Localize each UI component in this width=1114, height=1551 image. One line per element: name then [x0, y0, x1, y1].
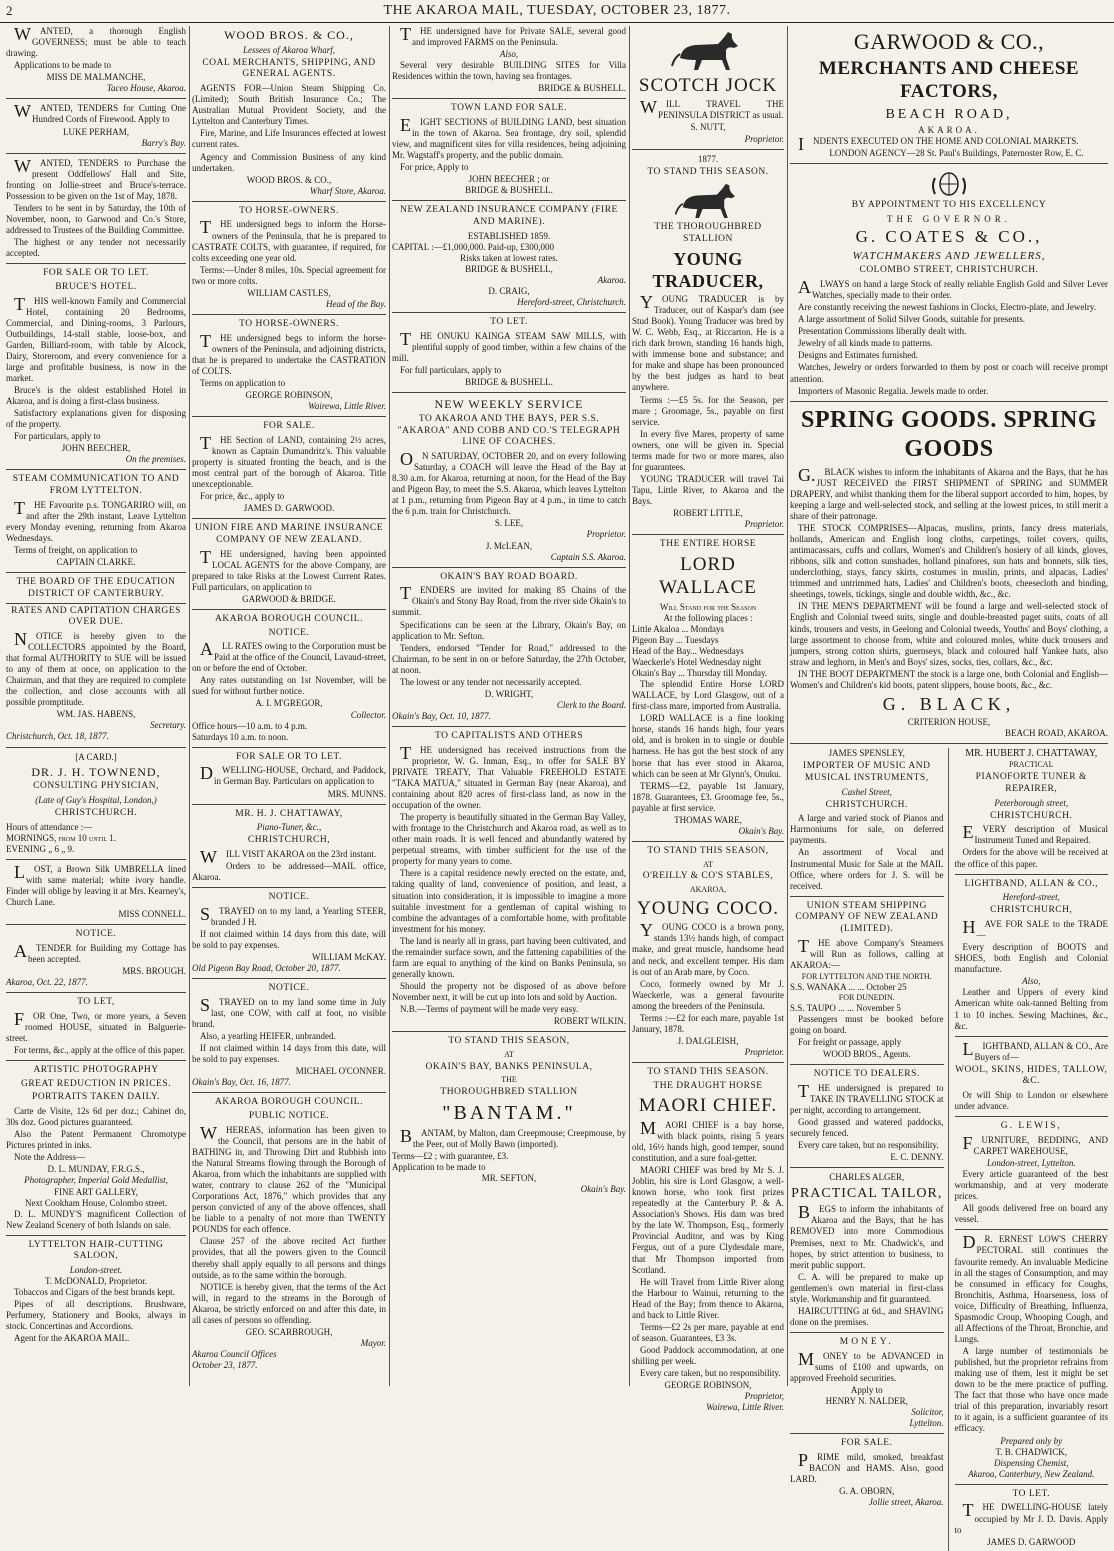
ad-money: MONEY. MONEY to be ADVANCED in sums of £100 and upwards, on approved Freehold securities. Apply to HENRY N. NALDER, Solicitor, Lyttelton. [790, 1337, 944, 1429]
ad-steam-communication: STEAM COMMUNICATION TO AND FROM LYTTELTON. THE Favourite p.s. TONGARIRO will, on and after the 29th instant, Leave Lyttelton every Monday evening, returning from Akaroa Wednesdays. Terms of freight, on application to CAPTAIN CLARKE. [6, 474, 186, 568]
divider [6, 153, 186, 154]
divider [955, 1036, 1109, 1037]
divider [192, 416, 386, 417]
ad-union-steam: UNION STEAM SHIPPING COMPANY OF NEW ZEALAND (LIMITED). THE above Company's Steamers will Run as follows, calling at AKAROA:— FOR LYTTELTON AND THE NORTH. S.S. WANAKA ... ... October 25 FOR DUNEDIN. S.S. TAUPO ... ... November 5 Passengers must be booked before going on board. For freight or passage, apply WOOD BROS., Agents. [790, 900, 944, 1059]
masthead [0, 0, 1114, 23]
ad-charles-alger: CHARLES ALGER, PRACTICAL TAILOR, BEGS to inform the inhabitants of Akaroa and the Bays, that he has REMOVED into more Commodious Premises, next to Mr. Chadwick's, and hopes, by strict attention to business, to merit public support. C. A. will be prepared to make up gentlemen's own material in first-class style. Workmanship and fit guaranteed. HAIRCUTTING at 6d., and SHAVING done on the premises. [790, 1172, 944, 1327]
divider [392, 392, 626, 393]
divider [392, 726, 626, 727]
ad-robinson-horse-owners: TO HORSE-OWNERS. THE undersigned begs to inform the horse-owners of the Peninsula, and adjoining districts, that he is prepared to undertake the CASTRATION of COLTS. Terms on application to GEORGE ROBINSON, Wairewa, Little River. [192, 318, 386, 411]
divider [6, 992, 186, 993]
ad-lightband-boots: LIGHTBAND, ALLAN & CO., Hereford-street, CHRISTCHURCH, HAVE FOR SALE to the TRADE— Every description of BOOTS and SHOES, both English and Colonial manufacture. Also, Leather and Uppers of every kind American white oak-tanned Belting from 1 to 10 inches. Sewing Machines, &c., &c. [954, 878, 1108, 1031]
column-5 [790, 26, 1108, 1547]
divider [192, 747, 386, 748]
ad-oddfellows-hall: WANTED, TENDERS to Purchase the present Oddfellows' Hall and Site, fronting on Jollie-street and Bruce's-terrace. Possession to be given on the 1st of May, 1878. Tenders to be sent in by Saturday, the 10th of November, noon, to Garwood and Co.'s Store, addressed to Trustees of the Building Committee. The highest or any tender not necessarily accepted. [6, 155, 186, 259]
divider [6, 859, 186, 860]
divider [6, 98, 186, 99]
column-1 [6, 26, 186, 1386]
horse-icon [668, 28, 748, 72]
divider [6, 924, 186, 925]
ad-hair-cutting-saloon: LYTTELTON HAIR-CUTTING SALOON, London-street. T. McDONALD, Proprietor. Tobaccos and Cigars of the best brands kept. Pipes of all descriptions. Brushware, Perfumery, Stationery and Books, always in stock. Concertinas and Accordions. Agent for the AKAROA MAIL. [6, 1239, 186, 1344]
ad-munns-dwelling: FOR SALE OR TO LET. DWELLING-HOUSE, Orchard, and Paddock, in German Bay. Particulars on application to MRS. MUNNS. [200, 751, 386, 799]
divider [192, 518, 386, 519]
divider [192, 887, 386, 888]
divider [392, 1031, 626, 1032]
ad-governess: WANTED, a thorough English GOVERNESS; must be able to teach drawing. Applications to be made to MISS DE MALMANCHE, Taceo House, Akaroa. [6, 24, 186, 94]
ad-young-traducer: 1877. TO STAND THIS SEASON. THE THOROUGHBRED STALLION YOUNG TRADUCER, YOUNG TRADUCER is by Traducer, out of Kaspar's dam (see Stud Book). Young Traducer was bred by W. C. Webb, Esq., at Riccarton. He is a rich dark brown, standing 16 hands high, with immense bone and substance; and for make and shape has been pronounced by the best judges as hard to beat anywhere. Terms :—£5 5s. for the Season, per mare ; Groomage, 5s., payable on first service. In every five Mares, property of same owners, one will be given in. Special terms made for two or more mares, also for guarantees. YOUNG TRADUCER will travel Tai Tapu, Little River, to Akaroa and the Bays. ROBERT LITTLE, Proprietor. [632, 153, 784, 530]
column-divider [629, 26, 630, 1386]
divider [632, 1062, 784, 1063]
divider [392, 98, 626, 99]
ad-coates-co: BY APPOINTMENT TO HIS EXCELLENCY THE GOVERNOR. G. COATES & CO., WATCHMAKERS AND JEWELLERS, COLOMBO STREET, CHRISTCHURCH. ALWAYS on hand a large Stock of really reliable English Gold and Silver Lever Watches, specially made to their order. Are constantly receiving the newest fashions in Clocks, Electro-plate, and Jewelry. A large assortment of Solid Silver Goods, suitable for presents. Presentation Commissions liberally dealt with. Jewelry of all kinds made to patterns. Designs and Estimates furnished. Watches, Jewelry or orders forwarded to them by post or coach will receive prompt attention. Importers of Masonic Regalia. Jewels made to order. [790, 168, 1108, 396]
ad-to-let-house: TO LET, FOR One, Two, or more years, a Seven roomed HOUSE, situated in Balguerie-street. For terms, &c., apply at the office of this paper. [6, 997, 186, 1055]
divider [790, 1167, 944, 1168]
divider [6, 1060, 186, 1061]
divider [392, 312, 626, 313]
ad-union-fire-insurance: UNION FIRE AND MARINE INSURANCE COMPANY OF NEW ZEALAND. THE undersigned, having been appointed LOCAL AGENTS for the above Company, are prepared to take Risks at the Lowest Current Rates. Full particulars, on application to GARWOOD & BRIDGE. [192, 523, 386, 604]
column-divider [787, 26, 788, 1386]
ad-strayed-cow: NOTICE. STRAYED on to my land some time in July last, one COW, with calf at foot, no visible brand. Also, a yearling HEIFER, unbranded. If not claimed within 14 days from this date, will be sold to pay expenses. MICHAEL O'CONNER. Okain's Bay, Oct. 16, 1877. [192, 983, 386, 1088]
ad-chattaway-piano: MR. H. J. CHATTAWAY, Piano-Tuner, &c., CHRISTCHURCH, WILL VISIT AKAROA on the 23rd instant. Orders to be addressed—MAIL office, Akaroa. [192, 808, 386, 883]
ad-capitalists: TO CAPITALISTS AND OTHERS THE undersigned has received instructions from the proprietor, W. G. Inman, Esq., to offer for SALE BY PRIVATE TREATY, That Valuable FREEHOLD ESTATE "TAKA MATUA," situated in German Bay (near Akaroa), and containing about 820 acres of first-class land, as now in the occupation of the owner. The property is beautifully situated in the German Bay Valley, with frontage to the Christchurch and Akaroa road, as well as to other main roads. It is well fenced and abundantly watered by perpetual streams, with timber sufficient for the use of the property for many years to come. There is a capital residence newly erected on the estate, and, taking quality of land, convenience of position, and least, a situation into consideration, it is impossible to imagine a more suitable investment for a gentleman of capital wishing to combine the advantages of a comfortable home, with profitable investment for his money. The land is nearly all in grass, part having been cultivated, and the remainder surface sown, and the fattening capabilities of the farm are equal to anything of the kind on Banks Peninsula, so generally known. Should the property not be disposed of as above before November next, it will be cut up into lots and sold by Auction. N.B.—Terms of payment will be made very easy. ROBERT WILKIN. [392, 731, 626, 1027]
divider [632, 149, 784, 150]
ad-young-coco: TO STAND THIS SEASON, AT O'REILLY & CO'S STABLES, AKAROA, YOUNG COCO. YOUNG COCO is a brown pony, stands 13½ hands high, of compact make, and great muscle, handsome head and neck, and excellent temper. His dam is out of an Arab mare, by Coco. Coco, formerly owned by Mr J. Waeckerle, was a general favourite among the breeders of the Peninsula. Terms :—£2 for each mare, payable 1st January, 1878. J. DALGLEISH, Proprietor. [632, 845, 784, 1057]
column-4 [632, 26, 784, 1413]
ad-scotch-jock: SCOTCH JOCK WILL TRAVEL THE PENINSULA DISTRICT as usual. S. NUTT, Proprietor. [632, 28, 784, 145]
divider [790, 401, 1108, 402]
column-2 [192, 26, 386, 1386]
ad-bantam: TO STAND THIS SEASON, AT OKAIN'S BAY, BANKS PENINSULA, THE THOROUGHBRED STALLION "BANTAM." BANTAM, by Malton, dam Creepmouse; Creepmouse, by the Peer, out of Molly Bawn (imported). Terms—£2 ; with guarantee, £3. Application to be made to MR. SEFTON, Okain's Bay. [392, 1036, 626, 1194]
column-divider [189, 26, 190, 1386]
ad-lord-wallace: THE ENTIRE HORSE LORD WALLACE Will Stand for the Season At the following places : Little Akaloa ... Mondays Pigeon Bay ... Tuesdays Head of the Bay... Wednesdays Waeckerle's Hotel Wednesday night Okain's Bay ... Thursday till Monday. The splendid Entire Horse LORD WALLACE, by Lord Glasgow, out of a first-class mare, imported from Australia. LORD WALLACE is a fine looking horse, stands 16 hands high, four years old, and is broken in to single or double harness. He has got the best stock of any horse that has ever stood in Akaroa, which can be seen at Mr Glynn's, Onuku. TERMS—£2, payable 1st January, 1878. Guarantees, £3. Groomage fee, 5s., payable at first service. THOMAS WARE, Okain's Bay. [632, 539, 784, 836]
divider [192, 314, 386, 315]
divider [192, 804, 386, 805]
ad-nz-insurance: NEW ZEALAND INSURANCE COMPANY (FIRE AND MARINE). ESTABLISHED 1859. CAPITAL :—£1,000,000. Paid-up, £300,000 Risks taken at lowest rates. BRIDGE & BUSHELL, Akaroa. D. CRAIG, Hereford-street, Christchurch. [392, 205, 626, 308]
divider [6, 603, 186, 604]
ad-photography: ARTISTIC PHOTOGRAPHY GREAT REDUCTION IN PRICES. PORTRAITS TAKEN DAILY. Carte de Visite, 12s 6d per doz.; Cabinet do, 30s doz. Good pictures guaranteed. Also the Patent Permanent Chromotype Pictures printed in inks. Note the Address— D. L. MUNDAY, F.R.G.S., Photographer, Imperial Gold Medallist, FINE ART GALLERY, Next Cookham House, Colombo street. D. L. MUNDY'S magnificent Collection of New Zealand Scenery of both Islands on sale. [6, 1065, 186, 1230]
ad-garwood-co: GARWOOD & CO., MERCHANTS AND CHEESE FACTORS, BEACH ROAD, AKAROA. INDENTS EXECUTED ON THE HOME AND COLONIAL MARKETS. LONDON AGENCY—28 St. Paul's Buildings, Paternoster Row, E. C. [798, 29, 1084, 159]
divider [790, 1064, 944, 1065]
divider [6, 747, 186, 748]
divider [192, 1092, 386, 1093]
divider [790, 743, 1108, 744]
ad-spring-goods: SPRING GOODS. SPRING GOODS G.BLACK wishes to inform the inhabitants of Akaroa and the Bays, that he has JUST RECEIVED the FIRST SHIPMENT of SPRING and SUMMER DRAPERY, and whilst thanking them for the liberal support accorded to him, hopes, by keeping a large and well-selected stock, and selling at the lowest prices, to still merit a share of their patronage. THE STOCK COMPRISES—Alpacas, muslins, prints, fancy dress materials, hollands, American and English long cloths, carpetings, toilet covers, quilts, antimacassars, cuffs and collars, Women's and Children's hosiery of all kinds, gloves, ribbons, silk and cotton sunshades, holland pinafores, sun hats and bonnets, silk ties, underclothing, stays, fancy skirts, costumes in muslin, prints, and alpacas, Ladies' trimmed and untrimmed hats, Ladies' and Children's boots, cheesecloth and binding, sheetings, towels, tickings, single and double width, &c., &c. IN THE MEN'S DEPARTMENT will be found a large and well-selected stock of English and Colonial tweed suits, single and double-breasted paget suits, coats of all kinds, trousers and vests, in Geelong and Colonial tweeds, Youths' and Boys' clothing, a large assortment to choose from, white and coloured moles, white duck trousers and jumpers, strong cotton shirts, guernseys, black and coloured half Yankee hats, also straw and leghorn, in Men's and Boys' sizes, socks, ties, collars, &c., &c. IN THE BOOT DEPARTMENT the stock is a large one, both Colonial and English—Women's and Children's kid boots, patent slippers, house boots, &c., &c. G. BLACK, CRITERION HOUSE, BEACH ROAD, AKAROA. [790, 406, 1108, 739]
divider [955, 1229, 1109, 1230]
ad-wood-bros: WOOD BROS. & CO., Lessees of Akaroa Wharf, COAL MERCHANTS, SHIPPING, AND GENERAL AGENTS. AGENTS FOR—Union Steam Shipping Co. (Limited); South British Insurance Co.; The Australian Mutual Provident Society, and the Lyttelton and Canterbury Times. Fire, Marine, and Life Insurances effected at lowest current rates. Agency and Commission Business of any kind undertaken. WOOD BROS. & CO., Wharf Store, Akaroa. [192, 28, 387, 196]
column-5-right [955, 748, 1109, 1551]
ad-hubert-chattaway: MR. HUBERT J. CHATTAWAY, PRACTICAL PIANOFORTE TUNER & REPAIRER, Peterborough street, CHRISTCHURCH. EVERY description of Musical Instrument Tuned and Repaired. Orders for the above will be received at the office of this paper. [954, 748, 1108, 869]
newspaper-title: THE AKAROA MAIL, TUESDAY, OCTOBER 23, 1877. [383, 3, 731, 18]
divider [790, 1332, 944, 1333]
ad-firewood: WANTED, TENDERS for Cutting One Hundred Cords of Firewood. Apply to LUKE PERHAM, Barry's Bay. [14, 101, 186, 148]
ad-weekly-service: NEW WEEKLY SERVICE TO AKAROA AND THE BAYS, PER S.S. "AKAROA" AND COBB AND CO.'S TELEGRAPH LINE OF COACHES. ON SATURDAY, OCTOBER 20, and on every following Saturday, a COACH will leave the Head of the Bay at 8.30 a.m. for Akaroa, returning at noon, for the Head of the Bay and Pigeon Bay, to meet the S.S. Akaroa, which leaves Lyttelton at 1 p.m., returning from Pigeon Bay at 4 p.m., in time to catch the 6 p.m. train for Christchurch. S. LEE, Proprietor. J. McLEAN, Captain S.S. Akaroa. [392, 397, 626, 562]
ad-borough-public-notice: AKAROA BOROUGH COUNCIL. PUBLIC NOTICE. WHEREAS, information has been given to the Council, that persons are in the habit of BATHING in, and Throwing Dirt and Rubbish into the Natural Streams flowing through the Borough of Akaroa, from which the inhabitants are supplied with water, contrary to clause 262 of the "Municipal Corporations Act, 1876," which provides that any person convicted of any of the above offences, shall be liable to a penalty of not more than TWENTY POUNDS for each offence. Clause 257 of the above recited Act further provides, that all the powers given to the Council thereby shall apply equally to all persons and things outside, as to the same within the borough. NOTICE is hereby given, that the terms of the Act will, in regard to the streams in the Borough of Akaroa, be strictly enforced on and after this date, in all cases of persons so offending. GEO. SCARBROUGH, Mayor. Akaroa Council Offices October 23, 1877. [192, 1097, 386, 1371]
ad-castles-horse-owners: TO HORSE-OWNERS. THE undersigned begs to inform the Horse-owners of the Peninsula, that he is prepared to CASTRATE COLTS, with guarantee, if required, for colts exceeding one year old. Terms:—Under 8 miles, 10s. Special agreement for two or more colts. WILLIAM CASTLES, Head of the Bay. [192, 205, 386, 309]
ad-borough-rates: AKAROA BOROUGH COUNCIL. NOTICE. ALL RATES owing to the Corporation must be Paid at the office of the Council, Lavaud-street, on or before the end of October. Any rates outstanding on 1st November, will be sued for without further notice. A. I. M'GREGOR, Collector. Office hours—10 a.m. to 4 p.m. Saturdays 10 a.m. to noon. [192, 613, 386, 742]
ad-lightband-wool: LIGHTBAND, ALLAN & CO., Are Buyers of— WOOL, SKINS, HIDES, TALLOW, &C. Or will Ship to London or elsewhere under advance. [954, 1038, 1108, 1112]
divider [955, 1116, 1109, 1117]
divider [392, 200, 626, 201]
ad-bacon-for-sale: FOR SALE. PRIME mild, smoked, breakfast BACON and HAMS. Also, good LARD. G. A. OBORN, Jollie street, Akaroa. [790, 1438, 944, 1508]
ad-dr-townend: [A CARD.] DR. J. H. TOWNEND, CONSULTING PHYSICIAN, (Late of Guy's Hospital, London,) CHRISTCHURCH. Hours of attendance :— MORNINGS, from 10 until 1. EVENING „ 6 „ 9. [6, 751, 161, 854]
ad-notice-dealers: NOTICE TO DEALERS. THE undersigned is prepared to TAKE IN TRAVELLING STOCK at per night, according to arrangement. Good grassed and watered paddocks, securely fenced. Every care taken, but no responsibility. E. C. DENNY. [790, 1068, 944, 1163]
divider [6, 572, 186, 573]
ad-maori-chief: TO STAND THIS SEASON. THE DRAUGHT HORSE MAORI CHIEF. MAORI CHIEF is a bay horse, with black points, rising 5 years old, 16½ hands high, good temper, sound constitution, and a sure foal-getter. MAORI CHIEF was bred by Mr S. J. Joblin, his sire is Lord Glasgow, a well-known horse, who took first prizes repeatedly at the Canterbury P. & A. Association's Shows. His dam was bred by the late W. Thompson, Esq., formerly Provincial Auditor, and was by King Fergus, out of a pure Clydesdale mare, that Mr Thompson imported from Scotland. He will Travel from Little River along the Harbour to Wainui, returning to the Head of the Bay; from thence to Akaroa, and back to Little River. Terms—£2 2s per mare, payable at end of season. Guarantees, £3 3s. Good Paddock accommodation, at one shilling per week. Every care taken, but no responsibility. GEORGE ROBINSON, Proprietor, Wairewa, Little River. [632, 1067, 784, 1413]
divider [392, 567, 626, 568]
divider [790, 896, 944, 897]
ad-private-sale-farms: THE undersigned have for Private SALE, several good and improved FARMS on the Peninsula. Also, Several very desirable BUILDING SITES for Villa Residences within the town, having sea frontages. BRIDGE & BUSHELL. [392, 24, 626, 94]
royal-arms-icon [929, 168, 969, 198]
divider [192, 609, 386, 610]
divider [790, 163, 1108, 164]
ad-cherry-pectoral: DR. ERNEST LOW'S CHERRY PECTORAL still continues the favourite remedy. An invaluable Medicine in all the stages of Consumption, and may be consumed in efficacy for Coughs, Bronchitis, Asthma, Hoarseness, loss of voice, Difficulty of Breathing, Influenza, Spasmodic Croup, Whooping Cough, and all Affections of the Throat, Bronchie, and Lungs. A large number of testimonials be published, but the proprietor refrains from making use of them, lest it might be set down to be the mere practice of puffing. The fact that those who have once made trial of this preparation, invariably resort to it again, is a sufficient guarantee of its efficacy. Prepared only by T. B. CHADWICK, Dispensing Chemist, Akaroa, Canterbury, New Zealand. [954, 1232, 1108, 1479]
divider [6, 1235, 186, 1236]
ad-lost-umbrella: LOST, a Brown Silk UMBRELLA lined with same material; white ivory handle. Finder will oblige by leaving it at Mrs. Kearney's, Church Lane. MISS CONNELL. [6, 861, 186, 920]
ad-bruces-hotel: FOR SALE OR TO LET. BRUCE'S HOTEL. THIS well-known Family and Commercial Hotel, containing 20 Bedrooms, Commercial, and Dining-rooms, 3 Parlours, Outbuildings, 14-stall stable, loose-box, and Garden, Billiard-room, with table by Alcock, Dairy, Storeroom, and every convenience for a large and profitable business, is now in the market. Bruce's is the oldest established Hotel in Akaroa, and is doing a first-class business. Satisfactory explanations given for disposing of the property. For particulars, apply to JOHN BEECHER, On the premises. [6, 268, 186, 465]
divider [790, 1433, 944, 1434]
divider [6, 469, 186, 470]
column-5-left [790, 748, 949, 1551]
ad-education-board: THE BOARD OF THE EDUCATION DISTRICT OF CANTERBURY. RATES AND CAPITATION CHARGES OVER DUE. NOTICE is hereby given to the COLLECTORS appointed by the Board, that formal AUTHORITY to SUE will be issued to any of them at once, on application to the Chairman, and that they are required to complete the collection, and close accounts with all possible promptitude. WM. JAS. HABENS, Secretary. Christchurch, Oct. 18, 1877. [6, 577, 186, 742]
divider [955, 874, 1109, 875]
ad-saw-mills: TO LET. THE ONUKU KAINGA STEAM SAW MILLS, with plentiful supply of good timber, within a few chains of the mill. For full particulars, apply to BRIDGE & BUSHELL. [392, 317, 626, 388]
ad-g-lewis: G. LEWIS, FURNITURE, BEDDING, AND CARPET WAREHOUSE, London-street, Lyttelton. Every article guaranteed of the best workmanship, and at very moderate prices. All goods delivered free on board any vessel. [954, 1121, 1108, 1225]
divider [955, 1484, 1109, 1485]
ad-land-for-sale: FOR SALE. THE Section of LAND, containing 2½ acres, known as Captain Dumandritz's. This valuable property is situated fronting the beach, and is the most central part of the borough of Akaroa. Title unexceptionable. For price, &c., apply to JAMES D. GARWOOD. [192, 421, 386, 514]
divider [632, 841, 784, 842]
split-columns [790, 748, 1108, 1551]
column-3 [392, 26, 626, 1386]
horse-icon [672, 180, 744, 220]
ad-strayed-steer: NOTICE. STRAYED on to my land, a Yearling STEER, branded J H. If not claimed within 14 days from this date, will be sold to pay expenses. WILLIAM McKAY. Old Pigeon Bay Road, October 20, 1877. [192, 892, 386, 974]
column-divider [389, 26, 390, 1386]
divider [192, 978, 386, 979]
page-number: 2 [6, 3, 13, 18]
ad-town-land: TOWN LAND FOR SALE. EIGHT SECTIONS of BUILDING LAND, best situation in the town of Akaroa. Sea frontage, dry soil, splendid view, and magnificent sites for villa residences, being adjoining Mr. Wagstaff's property, and the public domain. For price, Apply to JOHN BEECHER ; or BRIDGE & BUSHELL. [392, 103, 626, 196]
ad-okains-road-board: OKAIN'S BAY ROAD BOARD. TENDERS are invited for making 85 Chains of the Okain's and Stony Bay Road, from the river side Okain's to summit. Specifications can be seen at the Library, Okain's Bay, on application to Mr. Sefton. Tenders, endorsed "Tender for Road," addressed to the Chairman, to be sent in on or before Saturday, the 27th October, at noon. The lowest or any tender not necessarily accepted. D. WRIGHT, Clerk to the Board. Okain's Bay, Oct. 10, 1877. [392, 571, 626, 721]
ad-spensley: JAMES SPENSLEY, IMPORTER OF MUSIC AND MUSICAL INSTRUMENTS, Cashel Street, CHRISTCHURCH. A large and varied stock of Pianos and Harmoniums for sale, on deferred payments. An assortment of Vocal and Instrumental Music for Sale at the MAIL Office, where orders for J. S. will be received. [790, 748, 944, 891]
ad-notice-brough: NOTICE. ATENDER for Building my Cottage has been accepted. MRS. BROUGH. Akaroa, Oct. 22, 1877. [6, 929, 186, 988]
divider [192, 201, 386, 202]
divider [632, 534, 784, 535]
ad-to-let-dwelling: TO LET. THE DWELLING-HOUSE lately occupied by Mr J. D. Davis. Apply to JAMES D. GARWOOD [954, 1488, 1108, 1547]
divider [6, 263, 186, 264]
